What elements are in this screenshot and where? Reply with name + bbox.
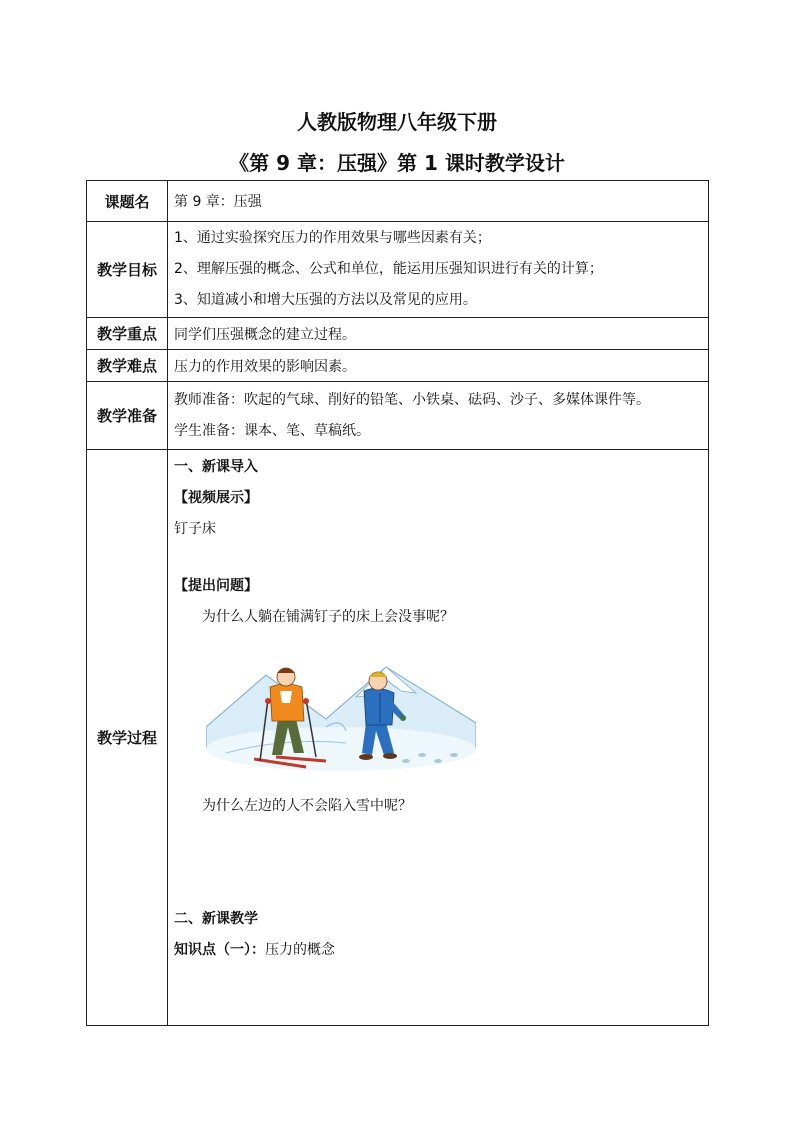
video-item: 钉子床 — [174, 521, 216, 537]
table-row-preparation — [87, 382, 709, 450]
goal-item: 2、理解压强的概念、公式和单位，能运用压强知识进行有关的计算； — [174, 261, 603, 277]
goals-cell — [168, 222, 709, 318]
student-preparation: 学生准备：课本、笔、草稿纸。 — [174, 422, 370, 439]
table-row-topic — [87, 181, 709, 222]
table-row-process — [87, 450, 709, 1026]
table-row-goals — [87, 222, 709, 318]
key-point-label: 教学重点 — [87, 318, 168, 350]
key-point-value: 同学们压强概念的建立过程。 — [168, 318, 709, 350]
question-nail-bed: 为什么人躺在铺满钉子的床上会没事呢？ — [202, 609, 454, 625]
preparation-label: 教学准备 — [87, 382, 168, 450]
document-subtitle: 《第 9 章：压强》第 1 课时教学设计 — [229, 151, 565, 175]
goal-item: 1、通过实验探究压力的作用效果与哪些因素有关； — [174, 230, 491, 246]
knowledge-point-label: 知识点（一）： — [174, 942, 265, 958]
topic-label: 课题名 — [87, 181, 168, 222]
video-tag: 【视频展示】 — [174, 490, 258, 506]
goals-label: 教学目标 — [87, 222, 168, 318]
question-tag: 【提出问题】 — [174, 578, 258, 594]
skiing-illustration-svg — [206, 657, 476, 771]
preparation-cell — [168, 382, 709, 450]
question-snow: 为什么左边的人不会陷入雪中呢？ — [202, 798, 412, 814]
knowledge-point — [174, 935, 708, 966]
process-label: 教学过程 — [87, 450, 168, 1026]
difficulty-label: 教学难点 — [87, 350, 168, 382]
process-cell — [168, 450, 709, 1026]
goal-item: 3、知道减小和增大压强的方法以及常见的应用。 — [174, 292, 477, 308]
teacher-preparation: 教师准备：吹起的气球、削好的铅笔、小铁桌、砝码、沙子、多媒体课件等。 — [174, 391, 650, 408]
knowledge-point-value: 压力的概念 — [265, 942, 335, 958]
skiing-illustration — [206, 657, 476, 771]
document-title: 人教版物理八年级下册 — [297, 110, 497, 134]
table-row-key-point — [87, 318, 709, 350]
lesson-plan-table — [86, 180, 709, 1026]
topic-value: 第 9 章：压强 — [168, 181, 709, 222]
difficulty-value: 压力的作用效果的影响因素。 — [168, 350, 709, 382]
table-row-difficulty — [87, 350, 709, 382]
section-intro-heading: 一、新课导入 — [174, 459, 258, 475]
section-teaching-heading: 二、新课教学 — [174, 911, 258, 927]
